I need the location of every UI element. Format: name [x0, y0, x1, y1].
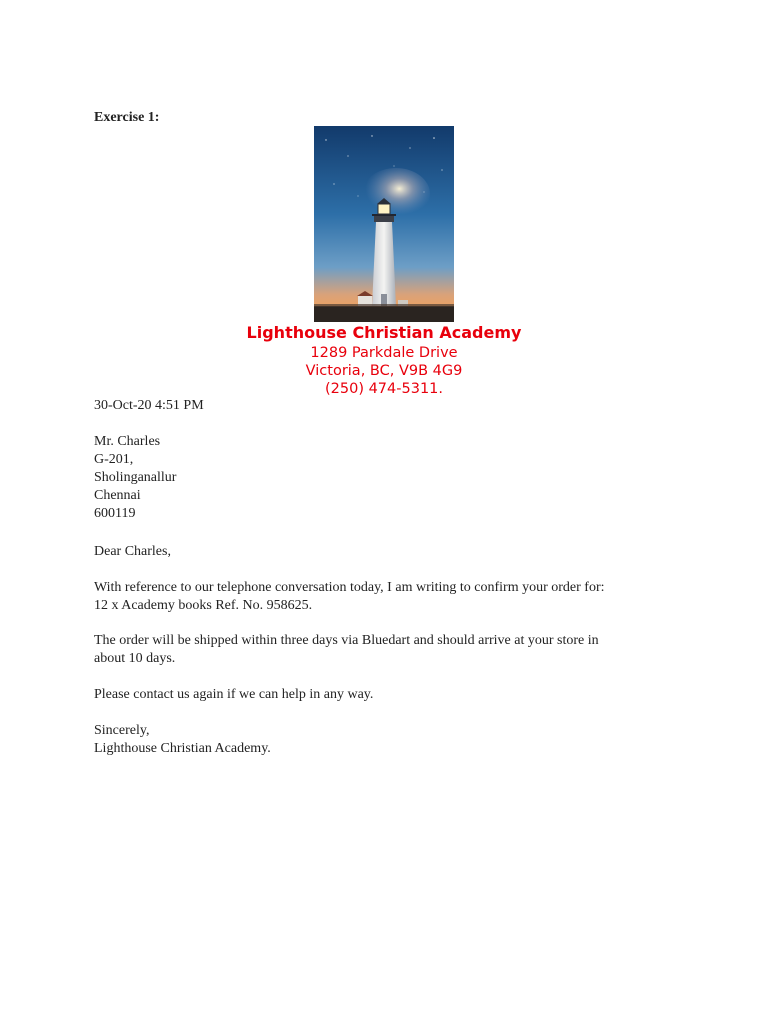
- letter-date: [94, 397, 204, 415]
- paragraph-2: [94, 632, 599, 668]
- closing: [94, 722, 271, 758]
- recipient-name: Mr. Charles: [94, 434, 161, 449]
- paragraph-1-line-1: With reference to our telephone conversation today, I am writing to confirm your order for:: [94, 580, 605, 595]
- paragraph-2-line-1: The order will be shipped within three days via Bluedart and should arrive at your store in: [94, 633, 599, 648]
- signature: Lighthouse Christian Academy.: [94, 741, 271, 756]
- lighthouse-photo: [314, 126, 454, 322]
- recipient-line-1: G-201,: [94, 452, 134, 467]
- recipient-line-2: Sholinganallur: [94, 470, 177, 485]
- recipient-address: [94, 433, 176, 523]
- address-line-1: 1289 Parkdale Drive: [310, 345, 458, 361]
- address-line-2: Victoria, BC, V9B 4G9: [305, 363, 463, 379]
- paragraph-3-line-1: Please contact us again if we can help in any way.: [94, 687, 374, 702]
- letterhead: [0, 322, 768, 398]
- recipient-postcode: 600119: [94, 506, 136, 521]
- exercise-heading: Exercise 1:: [94, 110, 160, 125]
- salutation: [94, 543, 171, 561]
- paragraph-2-line-2: about 10 days.: [94, 651, 176, 666]
- recipient-city: Chennai: [94, 488, 141, 503]
- paragraph-1-line-2: 12 x Academy books Ref. No. 958625.: [94, 598, 313, 613]
- phone-number: (250) 474-5311.: [324, 381, 444, 397]
- org-name: Lighthouse Christian Academy: [246, 323, 522, 342]
- paragraph-3: [94, 686, 373, 704]
- paragraph-1: [94, 579, 605, 615]
- salutation-text: Dear Charles,: [94, 544, 171, 559]
- date-text: 30-Oct-20 4:51 PM: [94, 398, 204, 413]
- signoff: Sincerely,: [94, 723, 150, 738]
